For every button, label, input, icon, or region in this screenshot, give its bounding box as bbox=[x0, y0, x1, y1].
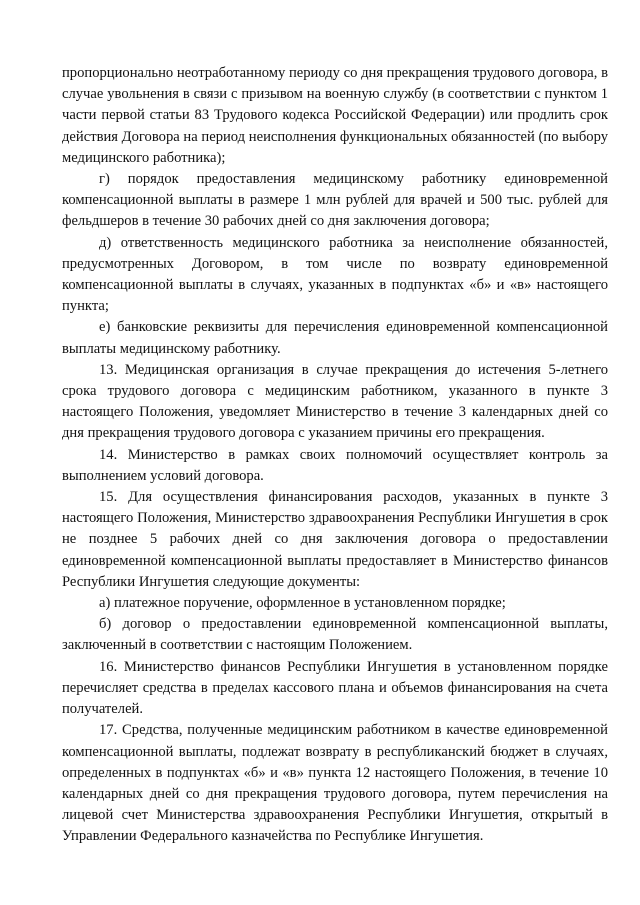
paragraph-15-item-b: б) договор о предоставлении единовременной компенсационной выплаты, заключенный в соответствии с настоящим Положением. bbox=[62, 616, 608, 654]
paragraph-item-d: д) ответственность медицинского работника за неисполнение обязанностей, предусмотренных Договором, в том числе по возврату единовременной компенсационной выплаты в случаях, указанных в подпунктах «б» и «в» настоящего пункта; bbox=[62, 234, 608, 315]
paragraph-15-item-a: а) платежное поручение, оформленное в установленном порядке; bbox=[99, 595, 506, 612]
paragraph-17: 17. Средства, полученные медицинским работником в качестве единовременной компенсационной выплаты, подлежат возврату в республиканский бюджет в случаях, определенных в подпунктах «б» и «в» пункта 12 настоящего Положения, в течение 10 календарных дней со дня прекращения трудового договора, путем перечисления на лицевой счет Министерства здравоохранения Республики Ингушетия, открытый в Управлении Федерального казначейства по Республике Ингушетия. bbox=[62, 722, 608, 845]
paragraph-13: 13. Медицинская организация в случае прекращения до истечения 5-летнего срока трудового договора с медицинским работником, указанного в пункте 3 настоящего Положения, уведомляет Министерство в течение 3 календарных дней со дня прекращения трудового договора с указанием причины его прекращения. bbox=[62, 361, 608, 442]
paragraph-15: 15. Для осуществления финансирования расходов, указанных в пункте 3 настоящего Положения, Министерство здравоохранения Республики Ингушетия в срок не позднее 5 рабочих дней со дня заключения договора о предоставлении единовременной компенсационной выплаты предоставляет в Министерство финансов Республики Ингушетия следующие документы: bbox=[62, 489, 608, 590]
paragraph-16: 16. Министерство финансов Республики Ингушетия в установленном порядке перечисляет средства в пределах кассового плана и объемов финансирования на счета получателей. bbox=[62, 658, 608, 718]
paragraph-continuation: пропорционально неотработанному периоду со дня прекращения трудового договора, в случае увольнения в связи с призывом на военную службу (в соответствии с пунктом 1 части первой статьи 83 Трудового кодекса Российской Федерации) или продлить срок действия Договора на период неисполнения функциональных обязанностей (по выбору медицинского работника); bbox=[62, 65, 608, 166]
paragraph-item-e: е) банковские реквизиты для перечисления единовременной компенсационной выплаты медицинскому работнику. bbox=[62, 319, 608, 357]
document-page bbox=[62, 63, 608, 848]
paragraph-14: 14. Министерство в рамках своих полномочий осуществляет контроль за выполнением условий договора. bbox=[62, 446, 608, 484]
paragraph-item-g: г) порядок предоставления медицинскому работнику единовременной компенсационной выплаты в размере 1 млн рублей для врачей и 500 тыс. рублей для фельдшеров в течение 30 рабочих дней со дня заключения договора; bbox=[62, 171, 608, 230]
